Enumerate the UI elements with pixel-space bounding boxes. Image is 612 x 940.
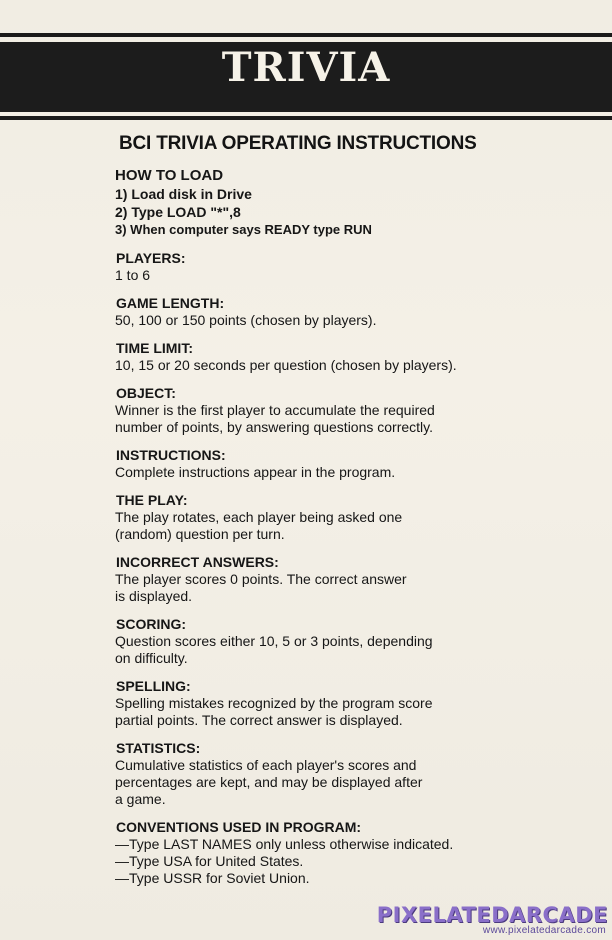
section-body: The play rotates, each player being asked one (random) question per turn. — [115, 509, 403, 542]
section-title: SCORING: — [116, 616, 186, 632]
section-conventions — [115, 818, 595, 887]
section-body: Spelling mistakes recognized by the program score partial points. The correct answer is displayed. — [115, 695, 433, 728]
section-body: Question scores either 10, 5 or 3 points, depending on difficulty. — [115, 633, 433, 666]
section-title: TIME LIMIT: — [116, 340, 193, 356]
instructions-content — [115, 167, 595, 887]
bottom-rule — [0, 116, 612, 120]
section-title: INSTRUCTIONS: — [116, 447, 226, 463]
section-the-play — [115, 491, 595, 543]
top-rule — [0, 33, 612, 37]
section-body: —Type LAST NAMES only unless otherwise indicated. —Type USA for United States. —Type USSR for Soviet Union. — [115, 836, 454, 886]
section-title: STATISTICS: — [116, 740, 201, 756]
section-title: GAME LENGTH: — [116, 295, 225, 311]
section-spelling — [115, 677, 595, 729]
section-statistics — [115, 739, 595, 808]
section-body: 10, 15 or 20 seconds per question (chosen by players). — [115, 357, 457, 373]
section-title: SPELLING: — [116, 678, 191, 694]
section-instructions — [115, 446, 595, 481]
load-step: 1) Load disk in Drive — [115, 186, 252, 202]
section-title: THE PLAY: — [116, 492, 188, 508]
section-game-length — [115, 294, 595, 329]
banner-title: TRIVIA — [221, 44, 391, 91]
watermark-logo: PIXELATEDARCADE — [376, 903, 608, 927]
how-to-load-section — [115, 167, 595, 239]
section-players — [115, 249, 595, 284]
page-title: BCI TRIVIA OPERATING INSTRUCTIONS — [119, 133, 477, 154]
how-to-load-title: HOW TO LOAD — [115, 167, 224, 184]
section-scoring — [115, 615, 595, 667]
section-body: The player scores 0 points. The correct answer is displayed. — [115, 571, 407, 604]
section-object — [115, 384, 595, 436]
section-title: OBJECT: — [116, 385, 176, 401]
section-body: 1 to 6 — [115, 267, 151, 283]
section-title: CONVENTIONS USED IN PROGRAM: — [116, 819, 362, 835]
section-body: Winner is the first player to accumulate the required number of points, by answering questions correctly. — [115, 402, 435, 435]
section-incorrect-answers — [115, 553, 595, 605]
section-time-limit — [115, 339, 595, 374]
watermark-url: www.pixelatedarcade.com — [482, 925, 606, 936]
section-title: PLAYERS: — [116, 250, 186, 266]
section-title: INCORRECT ANSWERS: — [116, 554, 279, 570]
section-body: Complete instructions appear in the program. — [115, 464, 396, 480]
load-step: 2) Type LOAD "*",8 — [115, 204, 241, 220]
section-body: 50, 100 or 150 points (chosen by players). — [115, 312, 377, 328]
load-step: 3) When computer says READY type RUN — [115, 222, 372, 237]
section-body: Cumulative statistics of each player's scores and percentages are kept, and may be displayed after a game. — [115, 757, 423, 807]
